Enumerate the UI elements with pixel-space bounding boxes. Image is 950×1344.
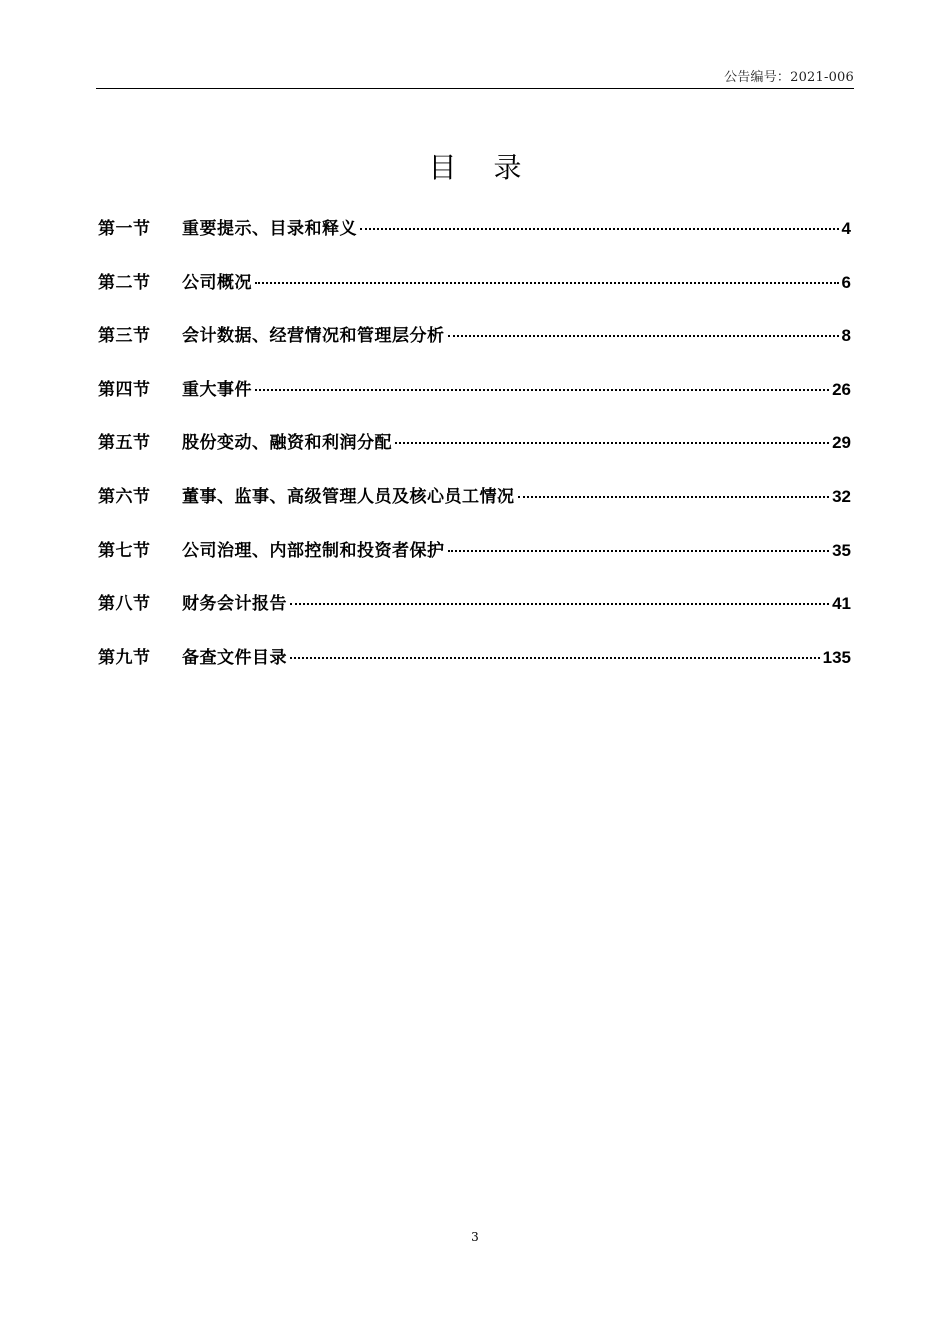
toc-entry-9[interactable] <box>98 643 851 697</box>
toc-entry-1[interactable] <box>98 214 851 268</box>
toc-page-number: 29 <box>832 433 851 453</box>
toc-entry-8[interactable] <box>98 589 851 643</box>
toc-section-name: 备查文件目录 <box>182 647 287 668</box>
toc-dot-leader <box>395 442 829 444</box>
page-number: 3 <box>471 1230 479 1244</box>
toc-dot-leader <box>448 335 839 337</box>
toc-section-label: 第四节 <box>98 379 151 400</box>
toc-dot-leader <box>290 603 829 605</box>
toc-dot-leader <box>448 550 830 552</box>
toc-entry-3[interactable] <box>98 321 851 375</box>
toc-page-number: 32 <box>832 486 851 506</box>
toc-dot-leader <box>255 389 829 391</box>
toc-section-name: 股份变动、融资和利润分配 <box>182 433 392 454</box>
toc-section-label: 第一节 <box>98 219 151 239</box>
toc-page-number: 6 <box>841 272 851 292</box>
toc-page-number: 41 <box>832 594 851 614</box>
toc-entry-6[interactable] <box>98 482 851 536</box>
toc-page-number: 8 <box>841 326 851 346</box>
toc-section-name: 重大事件 <box>182 379 252 400</box>
toc-section-label: 第八节 <box>98 594 151 615</box>
toc-section-label: 第三节 <box>98 326 151 347</box>
toc-section-label: 第七节 <box>98 540 151 561</box>
toc-section-label: 第五节 <box>98 433 151 454</box>
toc-section-name: 会计数据、经营情况和管理层分析 <box>182 326 445 347</box>
toc-section-label: 第九节 <box>98 647 151 668</box>
toc-section-label: 第二节 <box>98 272 151 293</box>
toc-title: 目 录 <box>428 151 536 184</box>
toc-dot-leader <box>255 282 839 284</box>
toc-entry-2[interactable] <box>98 268 851 322</box>
toc-entry-4[interactable] <box>98 375 851 429</box>
header-divider <box>96 88 854 89</box>
toc-page-number: 26 <box>832 379 851 399</box>
toc-dot-leader <box>360 228 839 230</box>
announcement-number: 公告编号：2021-006 <box>724 70 854 85</box>
toc-dot-leader <box>290 657 820 659</box>
toc-section-name: 公司治理、内部控制和投资者保护 <box>182 540 445 561</box>
toc-section-name: 重要提示、目录和释义 <box>182 219 357 239</box>
toc-section-name: 公司概况 <box>182 272 252 293</box>
toc-list <box>98 214 851 696</box>
toc-page-number: 4 <box>841 219 851 238</box>
toc-page-number: 135 <box>822 647 851 667</box>
toc-dot-leader <box>518 496 830 498</box>
toc-entry-7[interactable] <box>98 536 851 590</box>
toc-section-name: 财务会计报告 <box>182 594 287 615</box>
toc-section-label: 第六节 <box>98 486 151 507</box>
toc-section-name: 董事、监事、高级管理人员及核心员工情况 <box>182 486 515 507</box>
toc-page-number: 35 <box>832 540 851 560</box>
toc-entry-5[interactable] <box>98 428 851 482</box>
